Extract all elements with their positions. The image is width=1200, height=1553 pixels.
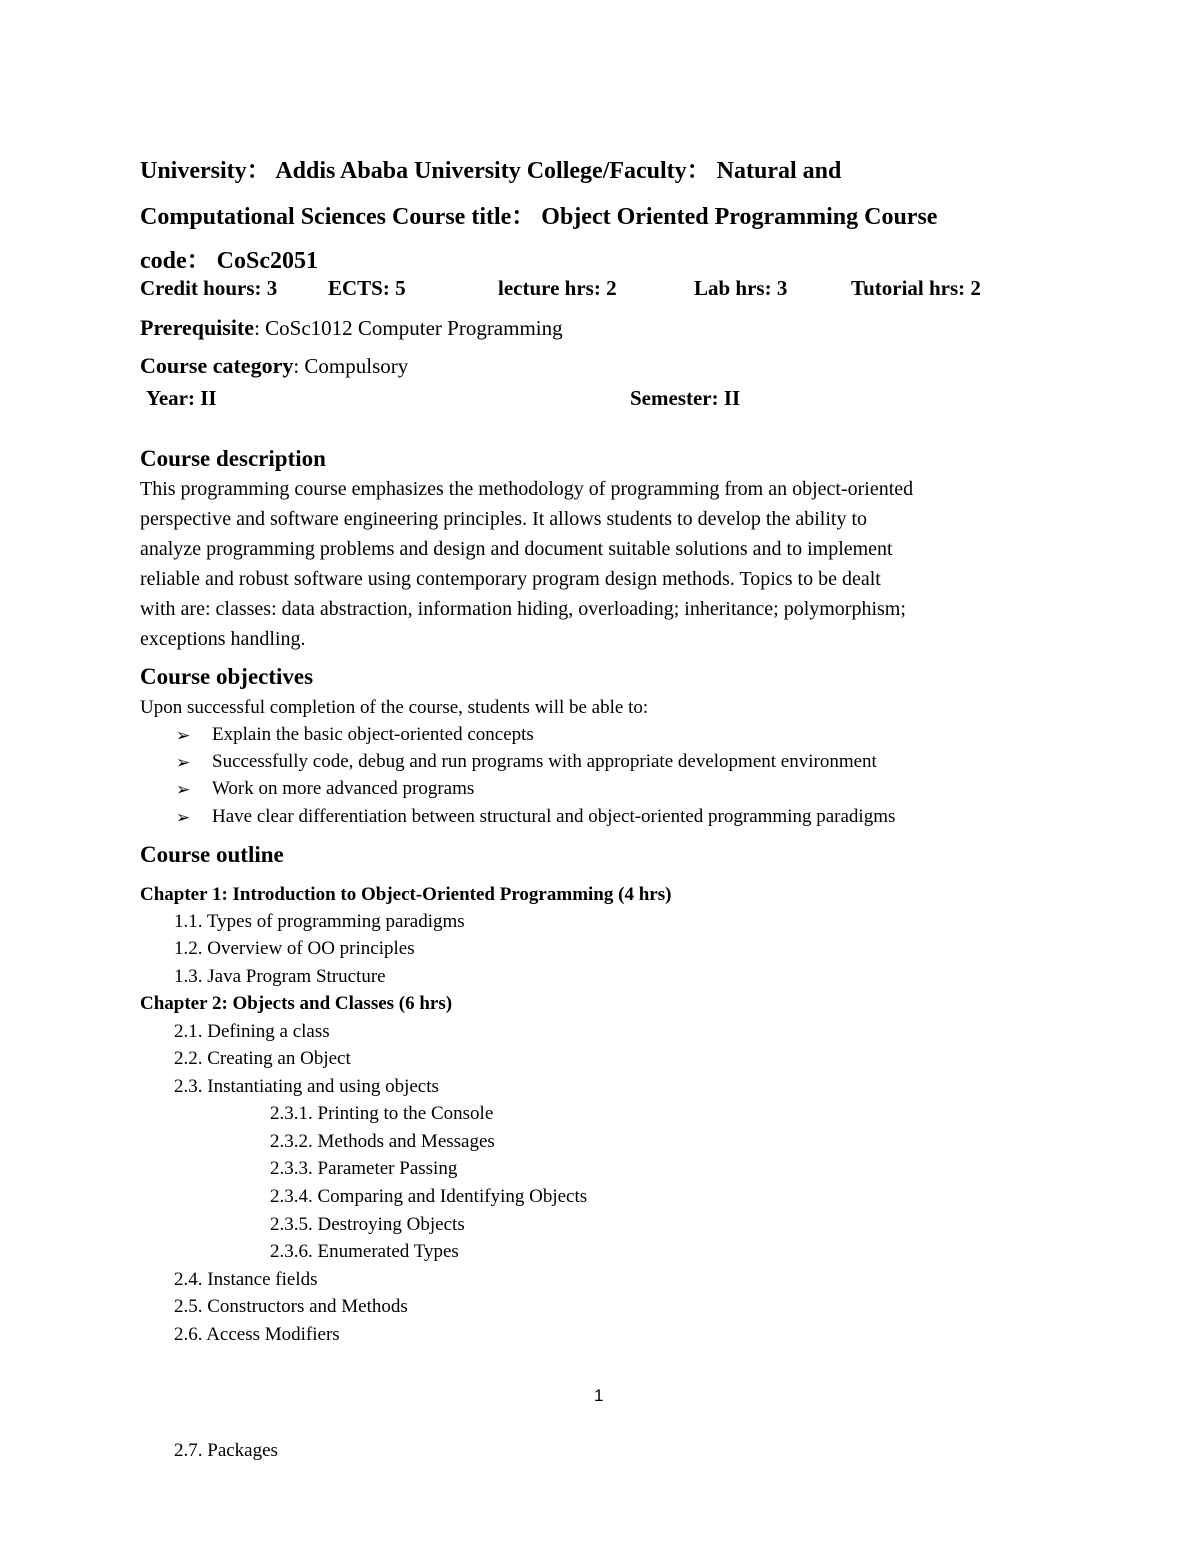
tutorial-hours: Tutorial hrs: 2 — [851, 276, 981, 300]
header-line-3: code： CoSc2051 — [140, 248, 318, 274]
description-line: perspective and software engineering principles. It allows students to develop the ability to — [140, 508, 868, 530]
outline-item: 2.3. Instantiating and using objects — [174, 1076, 439, 1097]
next-page-item: 2.7. Packages — [174, 1440, 278, 1461]
outline-item: 2.1. Defining a class — [174, 1021, 330, 1042]
description-line: with are: classes: data abstraction, information hiding, overloading; inheritance; polymorphism; — [140, 598, 906, 620]
objectives-intro: Upon successful completion of the course, students will be able to: — [140, 697, 649, 718]
header-line-2: Computational Sciences Course title： Object Oriented Programming Course — [140, 204, 938, 230]
ects: ECTS: 5 — [328, 276, 406, 300]
objective-item: Have clear differentiation between structural and object-oriented programming paradigms — [212, 806, 896, 827]
description-title: Course description — [140, 446, 326, 471]
outline-item: 2.2. Creating an Object — [174, 1048, 351, 1069]
outline-item: 2.6. Access Modifiers — [174, 1324, 340, 1345]
objectives-title: Course objectives — [140, 664, 314, 689]
objective-item: Explain the basic object-oriented concepts — [212, 724, 534, 745]
prerequisite — [140, 315, 563, 341]
outline-subitem: 2.3.2. Methods and Messages — [270, 1131, 495, 1152]
outline-subitem: 2.3.6. Enumerated Types — [270, 1241, 459, 1262]
credit-hours: Credit hours: 3 — [140, 276, 278, 300]
prerequisite-label: Prerequisite — [140, 315, 255, 340]
objective-item: Work on more advanced programs — [212, 778, 475, 799]
arrow-bullet-icon: ➢ — [176, 808, 191, 827]
course-category — [140, 353, 408, 379]
description-line: This programming course emphasizes the methodology of programming from an object-oriented — [140, 478, 914, 500]
outline-title: Course outline — [140, 842, 284, 867]
lab-hours: Lab hrs: 3 — [694, 276, 788, 300]
prerequisite-value: : CoSc1012 Computer Programming — [254, 316, 563, 340]
outline-item: 2.5. Constructors and Methods — [174, 1296, 408, 1317]
category-label: Course category — [140, 353, 294, 378]
outline-subitem: 2.3.1. Printing to the Console — [270, 1103, 494, 1124]
description-line: reliable and robust software using contemporary program design methods. Topics to be dealt — [140, 568, 881, 590]
objective-item: Successfully code, debug and run programs with appropriate development environment — [212, 751, 877, 772]
outline-item: 2.4. Instance fields — [174, 1269, 318, 1290]
year: Year: II — [146, 386, 217, 410]
category-value: : Compulsory — [293, 354, 409, 378]
outline-item: 1.1. Types of programming paradigms — [174, 911, 465, 932]
arrow-bullet-icon: ➢ — [176, 726, 191, 745]
outline-item: 1.2. Overview of OO principles — [174, 938, 415, 959]
lecture-hours: lecture hrs: 2 — [498, 276, 617, 300]
header-line-1: University： Addis Ababa University College/Faculty： Natural and — [140, 158, 842, 184]
outline-subitem: 2.3.3. Parameter Passing — [270, 1158, 458, 1179]
outline-item: 1.3. Java Program Structure — [174, 966, 386, 987]
outline-subitem: 2.3.4. Comparing and Identifying Objects — [270, 1186, 588, 1207]
semester: Semester: II — [630, 386, 741, 410]
description-line: analyze programming problems and design and document suitable solutions and to implement — [140, 538, 893, 560]
arrow-bullet-icon: ➢ — [176, 780, 191, 799]
chapter-1-title: Chapter 1: Introduction to Object-Oriented Programming (4 hrs) — [140, 884, 672, 905]
outline-subitem: 2.3.5. Destroying Objects — [270, 1214, 465, 1235]
arrow-bullet-icon: ➢ — [176, 753, 191, 772]
chapter-2-title: Chapter 2: Objects and Classes (6 hrs) — [140, 993, 453, 1014]
page-number: 1 — [594, 1386, 604, 1405]
description-line: exceptions handling. — [140, 628, 306, 650]
